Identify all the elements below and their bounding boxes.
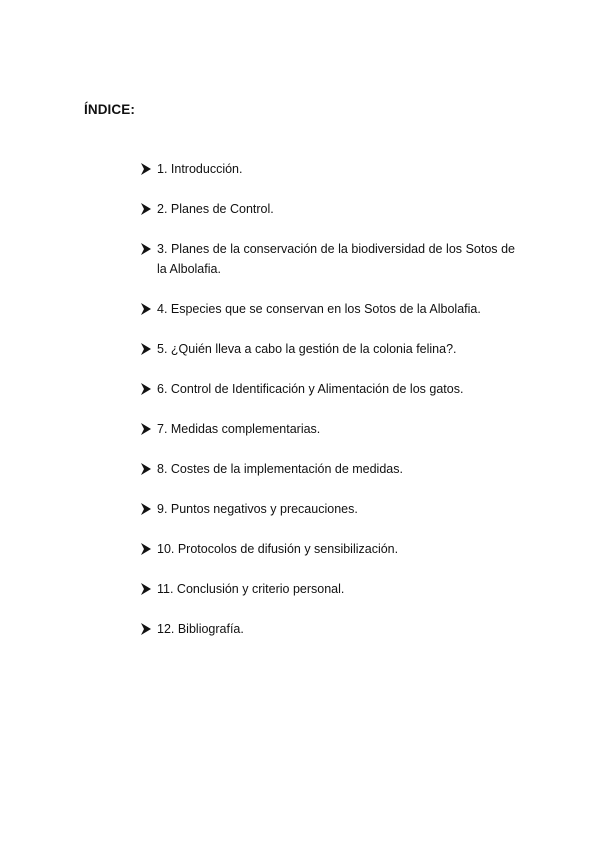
arrowhead-bullet-icon: [140, 583, 151, 595]
toc-item-8: [140, 459, 515, 479]
arrowhead-bullet-icon: [140, 423, 151, 435]
arrowhead-bullet-icon: [140, 503, 151, 515]
toc-item-5: [140, 339, 515, 359]
arrowhead-bullet-icon: [140, 383, 151, 395]
toc-item-2: [140, 199, 515, 219]
arrowhead-bullet-icon: [140, 163, 151, 175]
arrowhead-bullet-icon: [140, 463, 151, 475]
toc-item-label: 2. Planes de Control.: [157, 202, 274, 216]
toc-item-label: 5. ¿Quién lleva a cabo la gestión de la colonia felina?.: [157, 342, 457, 356]
toc-item-label: 12. Bibliografía.: [157, 622, 244, 636]
toc-item-3: [140, 239, 515, 279]
toc-item-label: 1. Introducción.: [157, 162, 243, 176]
toc-item-label: 10. Protocolos de difusión y sensibilización.: [157, 542, 399, 556]
toc-item-label: 11. Conclusión y criterio personal.: [157, 582, 345, 596]
toc-item-label: 3. Planes de la conservación de la biodiversidad de los Sotos de la Albolafia.: [157, 242, 515, 276]
toc-item-4: [140, 299, 515, 319]
toc-item-9: [140, 499, 515, 519]
arrowhead-bullet-icon: [140, 343, 151, 355]
toc-item-label: 7. Medidas complementarias.: [157, 422, 321, 436]
table-of-contents: [140, 159, 515, 659]
arrowhead-bullet-icon: [140, 243, 151, 255]
toc-item-label: 8. Costes de la implementación de medidas.: [157, 462, 403, 476]
toc-item-10: [140, 539, 515, 559]
arrowhead-bullet-icon: [140, 623, 151, 635]
toc-item-label: 6. Control de Identificación y Alimentación de los gatos.: [157, 382, 464, 396]
index-heading: ÍNDICE:: [84, 102, 135, 117]
toc-item-label: 9. Puntos negativos y precauciones.: [157, 502, 358, 516]
toc-item-1: [140, 159, 515, 179]
toc-item-12: [140, 619, 515, 639]
toc-item-6: [140, 379, 515, 399]
toc-item-7: [140, 419, 515, 439]
arrowhead-bullet-icon: [140, 203, 151, 215]
toc-item-11: [140, 579, 515, 599]
arrowhead-bullet-icon: [140, 303, 151, 315]
arrowhead-bullet-icon: [140, 543, 151, 555]
toc-item-label: 4. Especies que se conservan en los Sotos de la Albolafia.: [157, 302, 481, 316]
